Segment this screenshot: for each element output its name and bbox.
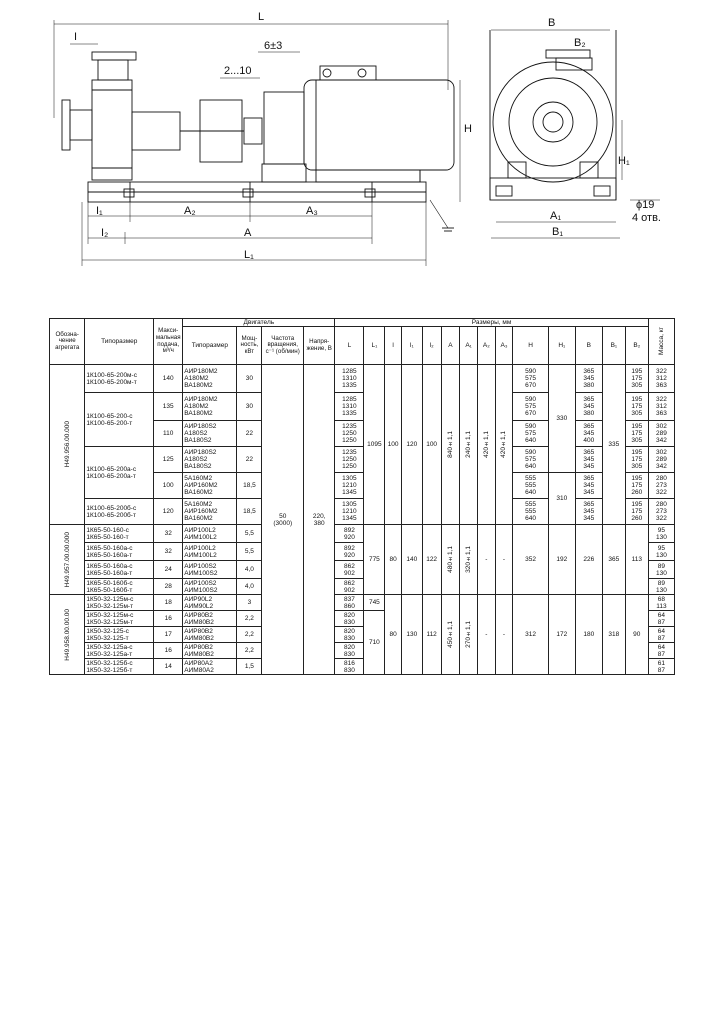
table-row: [50, 447, 675, 473]
motor-cell: АИР180М2 А180М2 ВА180М2: [183, 393, 237, 421]
table-cell: 100: [422, 365, 441, 525]
motor-cell: АИР180М2 А180М2 ВА180М2: [183, 365, 237, 393]
L-cell: 1285 1310 1335: [335, 393, 364, 421]
table-cell: [441, 365, 460, 525]
dim-2-10: 2...10: [224, 65, 252, 77]
mass-cell: 95 130: [648, 543, 674, 561]
table-cell: 113: [625, 525, 648, 595]
dim-A: A: [244, 227, 252, 239]
hdr-col: l: [385, 327, 402, 365]
model-cell: 1К65-50-160-с 1К65-50-160-т: [85, 525, 154, 543]
flow-cell: 14: [154, 659, 183, 675]
dim-A3: A₃: [306, 205, 318, 217]
model-cell: 1К65-50-160б-с 1К65-50-160б-т: [85, 579, 154, 595]
mass-cell: 280 273 322: [648, 473, 674, 499]
B2-cell: 195 175 305: [625, 447, 648, 473]
dim-A2: A₂: [184, 205, 196, 217]
H-cell: 590 575 640: [513, 447, 548, 473]
table-cell: 172: [548, 595, 575, 675]
L-cell: 1285 1310 1335: [335, 365, 364, 393]
vertical-text: Н49.956.00.000: [63, 421, 71, 468]
hdr-dims-group: Размеры, мм: [335, 319, 648, 327]
vertical-text: Н49.958.00.00.00: [63, 608, 71, 661]
motor-cell: АИР100S2 АИМ100S2: [183, 561, 237, 579]
H-cell: 590 575 670: [513, 393, 548, 421]
flow-cell: 125: [154, 447, 183, 473]
H-cell: 590 575 670: [513, 365, 548, 393]
dim-hole-diameter: ϕ19: [636, 199, 655, 211]
power-cell: 4,0: [237, 561, 262, 579]
pump-unit-drawing: [0, 0, 724, 300]
flow-cell: 140: [154, 365, 183, 393]
model-cell: 1К50-32-125м-с 1К50-32-125м-т: [85, 595, 154, 611]
dim-6-3: 6±3: [264, 40, 283, 52]
pump-casing: [92, 80, 132, 180]
L-cell: 862 902: [335, 561, 364, 579]
hdr-col: H₁: [548, 327, 575, 365]
flow-cell: 17: [154, 627, 183, 643]
hdr-motor-group: Двигатель: [183, 319, 335, 327]
dim-B: B: [548, 17, 556, 29]
table-cell: [460, 365, 478, 525]
B-cell: 365 345 345: [575, 499, 602, 525]
L-cell: 820 830: [335, 627, 364, 643]
L-cell: 1235 1250 1250: [335, 447, 364, 473]
flow-cell: 32: [154, 543, 183, 561]
B2-cell: 195 175 305: [625, 365, 648, 393]
model-cell: 1К50-32-125м-с 1К50-32-125м-т: [85, 611, 154, 627]
table-cell: [495, 365, 513, 525]
motor-cell: АИР180S2 А180S2 ВА180S2: [183, 421, 237, 447]
power-cell: 3: [237, 595, 262, 611]
dim-I2: I₂: [101, 227, 109, 239]
hdr-col: B: [575, 327, 602, 365]
L1-cell: 775: [364, 525, 385, 595]
table-cell: 130: [401, 595, 422, 675]
hdr-col: l₁: [401, 327, 422, 365]
power-cell: 5,5: [237, 525, 262, 543]
H-cell: 555 555 640: [513, 473, 548, 499]
H1-cell: 310: [548, 473, 575, 525]
freq-cell: 50 (3000): [262, 365, 304, 675]
mass-cell: 68 113: [648, 595, 674, 611]
table-cell: 192: [548, 525, 575, 595]
table-cell: 100: [385, 365, 402, 525]
mass-cell: 95 130: [648, 525, 674, 543]
vertical-text: 320±1,1: [465, 546, 473, 573]
L-cell: 816 830: [335, 659, 364, 675]
discharge-flange: [92, 52, 136, 60]
motor-cell: АИР100L2 АИМ100L2: [183, 543, 237, 561]
mass-cell: 322 312 363: [648, 393, 674, 421]
B-cell: 365 345 345: [575, 447, 602, 473]
flow-cell: 24: [154, 561, 183, 579]
vertical-text: 270±1,1: [465, 621, 473, 648]
motor-cell: АИР100L2 АИМ100L2: [183, 525, 237, 543]
hdr-col: A₁: [460, 327, 478, 365]
B-cell: 365 345 380: [575, 393, 602, 421]
L-cell: 820 830: [335, 611, 364, 627]
hdr-power: Мощ-ность, кВт: [237, 327, 262, 365]
coupling: [244, 118, 262, 144]
mass-cell: 64 87: [648, 611, 674, 627]
L1-cell: 1095: [364, 365, 385, 525]
power-cell: 5,5: [237, 543, 262, 561]
motor-cell: 5А160М2 АИР160М2 ВА160М2: [183, 473, 237, 499]
mass-cell: 322 312 363: [648, 365, 674, 393]
motor-cell: АИР90L2 АИМ90L2: [183, 595, 237, 611]
L1-cell: 710: [364, 611, 385, 675]
motor: [304, 80, 454, 170]
hdr-col: L₁: [364, 327, 385, 365]
table-cell: 352: [513, 525, 548, 595]
power-cell: 18,5: [237, 473, 262, 499]
flow-cell: 28: [154, 579, 183, 595]
table-cell: 122: [422, 525, 441, 595]
mass-cell: 61 87: [648, 659, 674, 675]
B-cell: 365 345 345: [575, 473, 602, 499]
table-cell: 80: [385, 595, 402, 675]
table-cell: -: [495, 595, 513, 675]
table-cell: [441, 525, 460, 595]
motor-cell: АИР180S2 А180S2 ВА180S2: [183, 447, 237, 473]
hdr-col: A₂: [477, 327, 495, 365]
H-cell: 590 575 640: [513, 421, 548, 447]
designation-cell: [50, 525, 85, 595]
spec-table: [49, 318, 675, 675]
power-cell: 2,2: [237, 627, 262, 643]
B-cell: 365 345 400: [575, 421, 602, 447]
table-cell: -: [495, 525, 513, 595]
designation-cell: [50, 365, 85, 525]
hdr-col: l₂: [422, 327, 441, 365]
model-cell: 1К65-50-160а-с 1К65-50-160а-т: [85, 561, 154, 579]
motor-cell: АИР80В2 АИМ80В2: [183, 611, 237, 627]
table-body: [50, 365, 675, 675]
L1-cell: 745: [364, 595, 385, 611]
table-cell: 120: [401, 365, 422, 525]
vertical-text: 450±1,1: [446, 621, 454, 648]
B2-cell: 195 175 305: [625, 421, 648, 447]
table-cell: [441, 595, 460, 675]
model-cell: 1К50-32-125-с 1К50-32-125-т: [85, 627, 154, 643]
hdr-voltage: Напря-жение, В: [304, 327, 335, 365]
mass-cell: 280 273 322: [648, 499, 674, 525]
flow-cell: 32: [154, 525, 183, 543]
power-cell: 2,2: [237, 643, 262, 659]
flow-cell: 120: [154, 499, 183, 525]
table-cell: [460, 595, 478, 675]
hdr-flow: Макси-мальная подача, м³/ч: [154, 319, 183, 365]
B2-cell: 195 175 260: [625, 499, 648, 525]
mass-cell: 89 130: [648, 579, 674, 595]
dim-I1: I₁: [96, 205, 103, 217]
power-cell: 4,0: [237, 579, 262, 595]
vertical-text: 240±1,1: [465, 431, 473, 458]
power-cell: 22: [237, 421, 262, 447]
vertical-text: 840±1,1: [446, 431, 454, 458]
model-cell: 1К65-50-160а-с 1К65-50-160а-т: [85, 543, 154, 561]
motor-cell: 5А160М2 АИР160М2 ВА160М2: [183, 499, 237, 525]
mass-cell: 302 289 342: [648, 421, 674, 447]
table-row: [50, 365, 675, 393]
hdr-col: H: [513, 327, 548, 365]
hdr-col: A₃: [495, 327, 513, 365]
table-cell: -: [477, 525, 495, 595]
L-cell: 862 902: [335, 579, 364, 595]
H1-cell: 330: [548, 365, 575, 473]
model-cell: 1К50-32-125а-с 1К50-32-125а-т: [85, 643, 154, 659]
dim-B2: B₂: [574, 37, 586, 49]
table-cell: 180: [575, 595, 602, 675]
mass-cell: 64 87: [648, 627, 674, 643]
model-cell: 1К100-65-200б-с 1К100-65-200б-т: [85, 499, 154, 525]
flow-cell: 135: [154, 393, 183, 421]
vertical-text: 420±1,1: [500, 431, 508, 458]
table-cell: 90: [625, 595, 648, 675]
L-cell: 820 830: [335, 643, 364, 659]
terminal-box: [320, 66, 376, 80]
table-cell: 140: [401, 525, 422, 595]
power-cell: 2,2: [237, 611, 262, 627]
hdr-col: B₁: [602, 327, 625, 365]
table-row: [50, 499, 675, 525]
table-cell: 112: [422, 595, 441, 675]
table-row: [50, 525, 675, 543]
table-cell: 226: [575, 525, 602, 595]
dim-H1: H₁: [618, 155, 630, 167]
vertical-text: 480±1,1: [446, 546, 454, 573]
power-cell: 22: [237, 447, 262, 473]
mass-cell: 302 289 342: [648, 447, 674, 473]
model-cell: 1К50-32-125б-с 1К50-32-125б-т: [85, 659, 154, 675]
table-cell: -: [477, 595, 495, 675]
anchor-bolt: [365, 189, 375, 197]
hdr-model: Типоразмер: [85, 319, 154, 365]
L-cell: 837 860: [335, 595, 364, 611]
dim-H: H: [464, 123, 472, 135]
flow-cell: 110: [154, 421, 183, 447]
model-cell: 1К100-65-200-с 1К100-65-200-т: [85, 393, 154, 447]
power-cell: 30: [237, 365, 262, 393]
vertical-text: 420±1,1: [482, 431, 490, 458]
anchor-bolt: [124, 189, 134, 197]
table-cell: 365: [602, 525, 625, 595]
motor-cell: АИР100S2 АИМ100S2: [183, 579, 237, 595]
hdr-freq: Частота вращения, с⁻¹ (об/мин): [262, 327, 304, 365]
dim-A1: A₁: [550, 210, 562, 222]
hdr-col: L: [335, 327, 364, 365]
B2-cell: 195 175 305: [625, 393, 648, 421]
model-cell: 1К100-65-200м-с 1К100-65-200м-т: [85, 365, 154, 393]
vertical-text: Н49.957.00.00.000: [63, 531, 71, 588]
motor-cell: АИР80А2 АИМ80А2: [183, 659, 237, 675]
hdr-mass-cell: [648, 319, 674, 365]
suction-flange: [62, 100, 70, 150]
dim-holes-count: 4 отв.: [632, 212, 661, 224]
B2-cell: 195 175 260: [625, 473, 648, 499]
hdr-motor-type: Типоразмер: [183, 327, 237, 365]
table-cell: 312: [513, 595, 548, 675]
bearing-housing: [132, 112, 180, 150]
flow-cell: 16: [154, 611, 183, 627]
motor-cell: АИР80В2 АИМ80В2: [183, 643, 237, 659]
table-cell: [460, 525, 478, 595]
dim-L: L: [258, 11, 265, 23]
power-cell: 1,5: [237, 659, 262, 675]
dimension-labels: [74, 11, 661, 261]
hdr-mass: Масса, кг: [657, 327, 665, 356]
B1-cell: 335: [602, 365, 625, 525]
table-cell: 80: [385, 525, 402, 595]
L-cell: 1305 1210 1345: [335, 473, 364, 499]
power-cell: 18,5: [237, 499, 262, 525]
table-cell: [477, 365, 495, 525]
dim-L1: L₁: [244, 249, 254, 261]
L-cell: 892 920: [335, 525, 364, 543]
hdr-col: B₂: [625, 327, 648, 365]
table-cell: 318: [602, 595, 625, 675]
flow-cell: 16: [154, 643, 183, 659]
flow-cell: 18: [154, 595, 183, 611]
mass-cell: 64 87: [648, 643, 674, 659]
dim-I: I: [74, 31, 78, 43]
hdr-designation: Обозна-чение агрегата: [50, 319, 85, 365]
L-cell: 1305 1210 1345: [335, 499, 364, 525]
voltage-cell: 220, 380: [304, 365, 335, 675]
power-cell: 30: [237, 393, 262, 421]
designation-cell: [50, 595, 85, 675]
pump-end-view: [490, 30, 616, 200]
hdr-col: A: [441, 327, 460, 365]
L-cell: 1235 1250 1250: [335, 421, 364, 447]
flow-cell: 100: [154, 473, 183, 499]
table-row: [50, 595, 675, 611]
L-cell: 892 920: [335, 543, 364, 561]
mass-cell: 89 130: [648, 561, 674, 579]
B-cell: 365 345 380: [575, 365, 602, 393]
H-cell: 555 555 640: [513, 499, 548, 525]
motor-cell: АИР80В2 АИМ80В2: [183, 627, 237, 643]
anchor-bolt: [243, 189, 253, 197]
table-row: [50, 393, 675, 421]
model-cell: 1К100-65-200а-с 1К100-65-200а-т: [85, 447, 154, 499]
dim-B1: B₁: [552, 226, 564, 238]
